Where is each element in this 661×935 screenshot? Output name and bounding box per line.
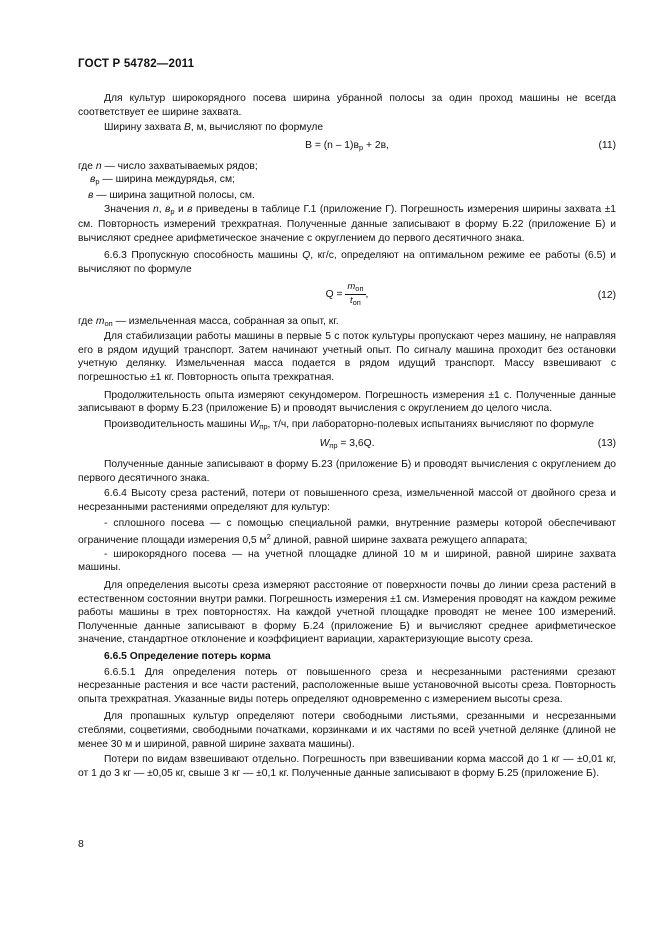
- variable: W: [249, 418, 260, 430]
- text-run: Значения: [104, 203, 153, 215]
- paragraph: 6.6.5.1 Для определения потерь от повышенного среза и несрезанными растениями срезают несрезанные растения и все части растений, расположенные выше установочной высоты среза. Повторность опыта трехкратная. Указанные виды потерь определяют одновременно с измерением высоты среза.: [78, 666, 616, 705]
- text-run: 6.6.3 Пропускную способность машины: [104, 250, 303, 262]
- fraction: [345, 281, 365, 308]
- variable: W: [319, 438, 330, 450]
- fraction-numerator: [345, 281, 365, 295]
- formula-text: B = (n – 1)в: [305, 139, 359, 151]
- fraction-denominator: [345, 295, 365, 308]
- formula-subscript: пр: [329, 441, 338, 451]
- paragraph: [78, 418, 616, 434]
- formula-12: [78, 281, 616, 311]
- variable: в: [90, 174, 96, 186]
- variable: Q: [302, 250, 311, 262]
- paragraph: [78, 249, 616, 276]
- formula-expression: [78, 437, 616, 453]
- text-run: приведены в таблице Г.1 (приложение Г). Погрешность измерения ширины захвата ±1 см. Повторность измерений трехкратная. Полученные данные записывают в форму Б.22 (приложение Б) и вычисляют среднее арифметическое значение с округлением до первого десятичного знака.: [78, 203, 616, 244]
- formula-subscript: р: [358, 142, 364, 152]
- variable: m: [95, 315, 105, 327]
- text-run: , м, вычисляют по формуле: [190, 122, 324, 134]
- paragraph: Полученные данные записывают в форму Б.23 (приложение Б) и проводят вычисления с округлением до первого десятичного знака.: [78, 459, 616, 484]
- formula-number: (12): [597, 289, 616, 301]
- paragraph: Продолжительность опыта измеряют секундомером. Погрешность измерения ±1 с. Полученные данные записывают в форму Б.23 (приложение Б) и проводят вычисления с округлением до целого числа.: [78, 389, 616, 415]
- document-body: [78, 92, 616, 782]
- paragraph: 6.6.4 Высоту среза растений, потери от повышенного среза, измельченной массой от двойного среза и несрезанными растениями определяют для культур:: [78, 488, 616, 514]
- variable: В: [184, 122, 191, 134]
- document-header: ГОСТ Р 54782—2011: [78, 58, 195, 70]
- variable: m: [347, 280, 356, 292]
- subscript: р: [170, 206, 175, 216]
- formula-text: ,: [365, 288, 369, 300]
- text-run: — ширина междурядья, см;: [99, 174, 235, 186]
- page-number: 8: [78, 838, 84, 850]
- superscript: 2: [266, 532, 271, 542]
- paragraph: Для стабилизации работы машины в первые 5 с поток культуры пропускают через машину, не направляя его в рядом идущий транспорт. Затем начинают учетный опыт. По сигналу машина проходит без остановки учетную делянку. Измельченная масса подается в рядом идущий транспорт. Массу взвешивают с погрешностью ±1 кг. Повторность опыта трехкратная.: [78, 331, 616, 383]
- paragraph: Потери по видам взвешивают отдельно. Погрешность при взвешивании корма массой до 1 кг — ±0,01 кг, от 1 до 3 кг — ±0,05 кг, свыше 3 кг — ±0,1 кг. Полученные данные записывают в форму Б.25 (приложение Б).: [78, 754, 616, 779]
- variable: в: [88, 189, 94, 201]
- definition: [78, 173, 616, 189]
- definition: [78, 315, 616, 331]
- definition: [78, 160, 616, 174]
- definition: [78, 189, 616, 203]
- text-run: , т/ч, при лабораторно-полевых испытаниях вычисляют по формуле: [267, 418, 594, 430]
- text-run: — число захватываемых рядов;: [101, 160, 258, 172]
- formula-number: (11): [598, 139, 616, 151]
- formula-text: + 2в,: [363, 139, 389, 151]
- formula-number: (13): [597, 438, 616, 450]
- variable: t: [350, 294, 353, 306]
- list-item: - широкорядного посева — на учетной площадке длиной 10 м и шириной, равной ширине захвата машины.: [78, 548, 616, 574]
- subscript: оп: [104, 318, 113, 328]
- text-run: где: [78, 160, 96, 172]
- text-run: , кг/с, определяют на оптимальном режиме ее работы (6.5) и вычисляют по формуле: [78, 250, 616, 275]
- variable: n: [95, 160, 102, 172]
- formula-13: [78, 437, 616, 454]
- subscript: пр: [259, 421, 268, 431]
- text-run: Производительность машины: [104, 418, 250, 430]
- text-run: - сплошного посева — с помощью специальной рамки, внутренние размеры которой обеспечивают ограничение площади измерения 0,5 м: [78, 517, 616, 547]
- paragraph: Для пропашных культур определяют потери свободными листьями, срезанными и несрезанными стеблями, соцветиями, свободными початками, корзинками и их частями по всей учетной делянке (длиной не менее 30 м и шириной, равной ширине захвата машины).: [78, 711, 616, 750]
- formula-expression: [78, 139, 616, 155]
- paragraph: [78, 203, 616, 246]
- text-run: и: [174, 203, 188, 215]
- list-item: [78, 517, 616, 548]
- paragraph: Для определения высоты среза измеряют расстояние от поверхности почвы до линии среза растений в естественном состоянии внутри рамки. Погрешность измерения ±1 см. Измерения проводят на каждом режиме работы машины в трех повторностях. На каждой учетной площадке проводят не менее 100 измерений. Полученные данные записывают в форму Б.24 (приложение Б) и вычисляют среднее арифметическое значение, стандартное отклонение и коэффициент вариации, характеризующие высоту среза.: [78, 580, 616, 646]
- formula-text: = 3,6Q.: [337, 438, 375, 450]
- subscript: р: [95, 177, 100, 187]
- text-run: — ширина защитной полосы, см.: [93, 189, 255, 201]
- formula-expression: [78, 281, 616, 308]
- text-run: ,: [158, 203, 165, 215]
- variable: n: [152, 203, 159, 215]
- text-run: где: [78, 315, 96, 327]
- paragraph: Для культур широкорядного посева ширина убранной полосы за один проход машины не всегда соответствует ее ширине захвата.: [78, 93, 616, 118]
- variable: в: [187, 203, 193, 215]
- formula-text: Q =: [325, 288, 346, 300]
- text-run: — измельченная масса, собранная за опыт, кг.: [112, 315, 339, 327]
- section-heading: 6.6.5 Определение потерь корма: [104, 651, 271, 662]
- variable: в: [164, 203, 171, 215]
- paragraph: [78, 121, 616, 135]
- text-run: длиной, равной ширине захвата режущего аппарата;: [270, 535, 528, 547]
- subscript: оп: [355, 283, 364, 293]
- formula-11: [78, 139, 616, 156]
- text-run: Ширину захвата: [104, 122, 185, 134]
- subscript: оп: [352, 297, 361, 307]
